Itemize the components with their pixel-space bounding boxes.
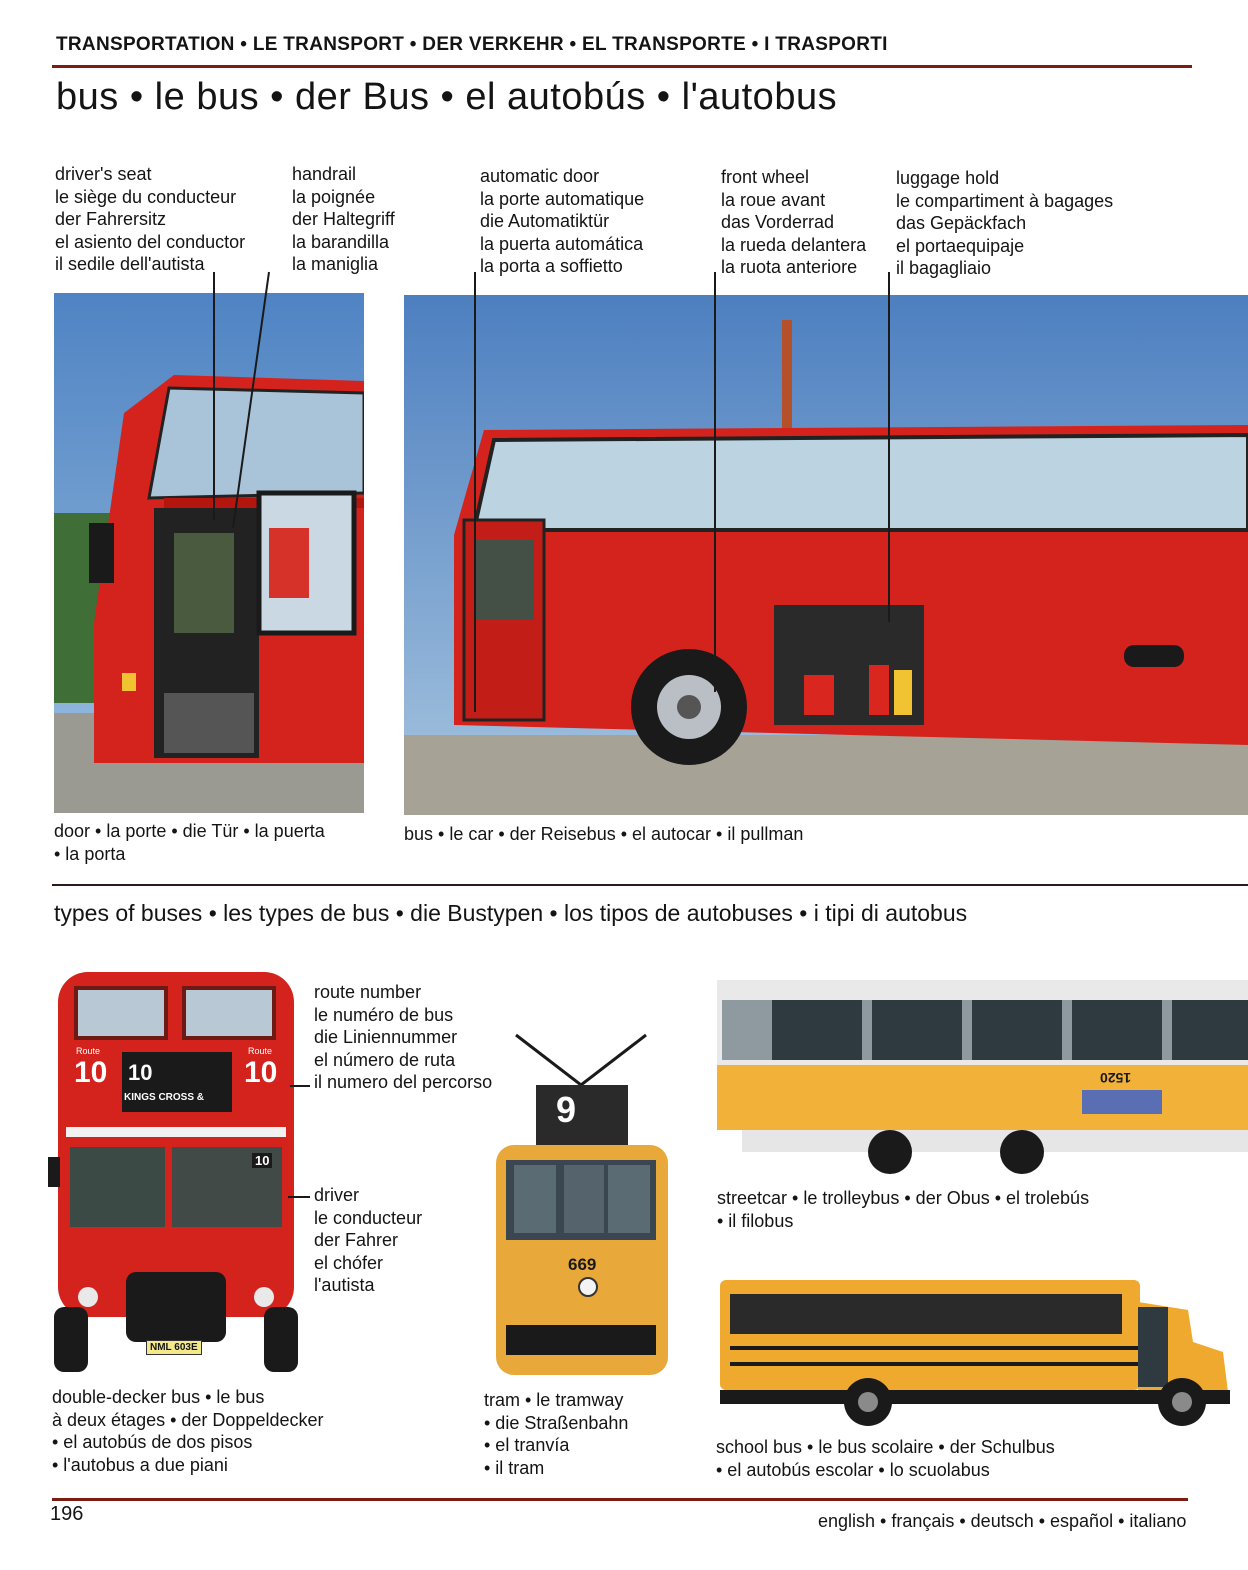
leader-automatic-door (474, 272, 476, 712)
caption-coach: bus • le car • der Reisebus • el autocar • il pullman (404, 824, 804, 844)
caption-door: door • la porte • die Tür • la puerta • la porta (54, 821, 325, 864)
route-word-right: Route (248, 1046, 273, 1056)
bus-door-photo (54, 293, 364, 813)
section-title: types of buses • les types de bus • die Bustypen • los tipos de autobuses • i tipi di autobus (54, 900, 968, 926)
caption-streetcar: streetcar • le trolleybus • der Obus • el trolebús • il filobus (717, 1188, 1090, 1231)
destination-blind: KINGS CROSS & (124, 1092, 205, 1103)
header-rule (52, 65, 1192, 68)
school-bus-photo (718, 1272, 1238, 1432)
leader-drivers-seat (213, 272, 215, 520)
tram-fleet-number: 669 (568, 1255, 597, 1274)
label-driver: driver le conducteur der Fahrer el chófer l'autista (314, 1185, 423, 1295)
route-number-center: 10 (128, 1060, 153, 1085)
leader-front-wheel (714, 272, 716, 692)
footer-languages: english • français • deutsch • español • italiano (818, 1511, 1187, 1531)
label-front-wheel: front wheel la roue avant das Vorderrad la rueda delantera la ruota anteriore (721, 167, 867, 277)
page-number: 196 (50, 1503, 84, 1525)
double-decker-photo (46, 952, 306, 1380)
registration-plate: NML 603E (146, 1340, 202, 1355)
section-rule (52, 884, 1248, 886)
trolleybus-number: 1520 (1100, 1070, 1132, 1086)
label-handrail: handrail la poignée der Haltegriff la barandilla la maniglia (292, 164, 395, 274)
label-route-number: route number le numéro de bus die Liniennummer el número de ruta il numero del percorso (314, 982, 493, 1092)
label-automatic-door: automatic door la porte automatique die Automatiktür la puerta automática la porta a soffietto (480, 166, 645, 276)
tram-line-number: 9 (556, 1089, 577, 1130)
caption-double-decker: double-decker bus • le bus à deux étages • der Doppeldecker • el autobús de dos pisos • l'autobus a due piani (52, 1387, 324, 1475)
leader-luggage-hold (888, 272, 890, 622)
running-header: TRANSPORTATION • LE TRANSPORT • DER VERKEHR • EL TRANSPORTE • I TRASPORTI (56, 34, 888, 55)
coach-photo (404, 295, 1248, 815)
route-number-left: 10 (74, 1056, 108, 1089)
leader-driver (288, 1196, 310, 1198)
label-drivers-seat: driver's seat le siège du conducteur der Fahrersitz el asiento del conductor il sedile dell'autista (55, 164, 246, 274)
leader-route-number (290, 1085, 310, 1087)
caption-tram: tram • le tramway • die Straßenbahn • el tranvía • il tram (484, 1390, 629, 1478)
upper-route-number: 10 (252, 1153, 272, 1168)
caption-school-bus: school bus • le bus scolaire • der Schulbus • el autobús escolar • lo scuolabus (716, 1437, 1055, 1480)
tram-photo (486, 1025, 676, 1385)
footer-rule (52, 1498, 1188, 1501)
route-number-right: 10 (244, 1056, 278, 1089)
route-word-left: Route (76, 1046, 101, 1056)
trolleybus-photo (712, 970, 1248, 1182)
page-title: bus • le bus • der Bus • el autobús • l'autobus (56, 76, 838, 118)
label-luggage-hold: luggage hold le compartiment à bagages das Gepäckfach el portaequipaje il bagagliaio (896, 168, 1114, 278)
